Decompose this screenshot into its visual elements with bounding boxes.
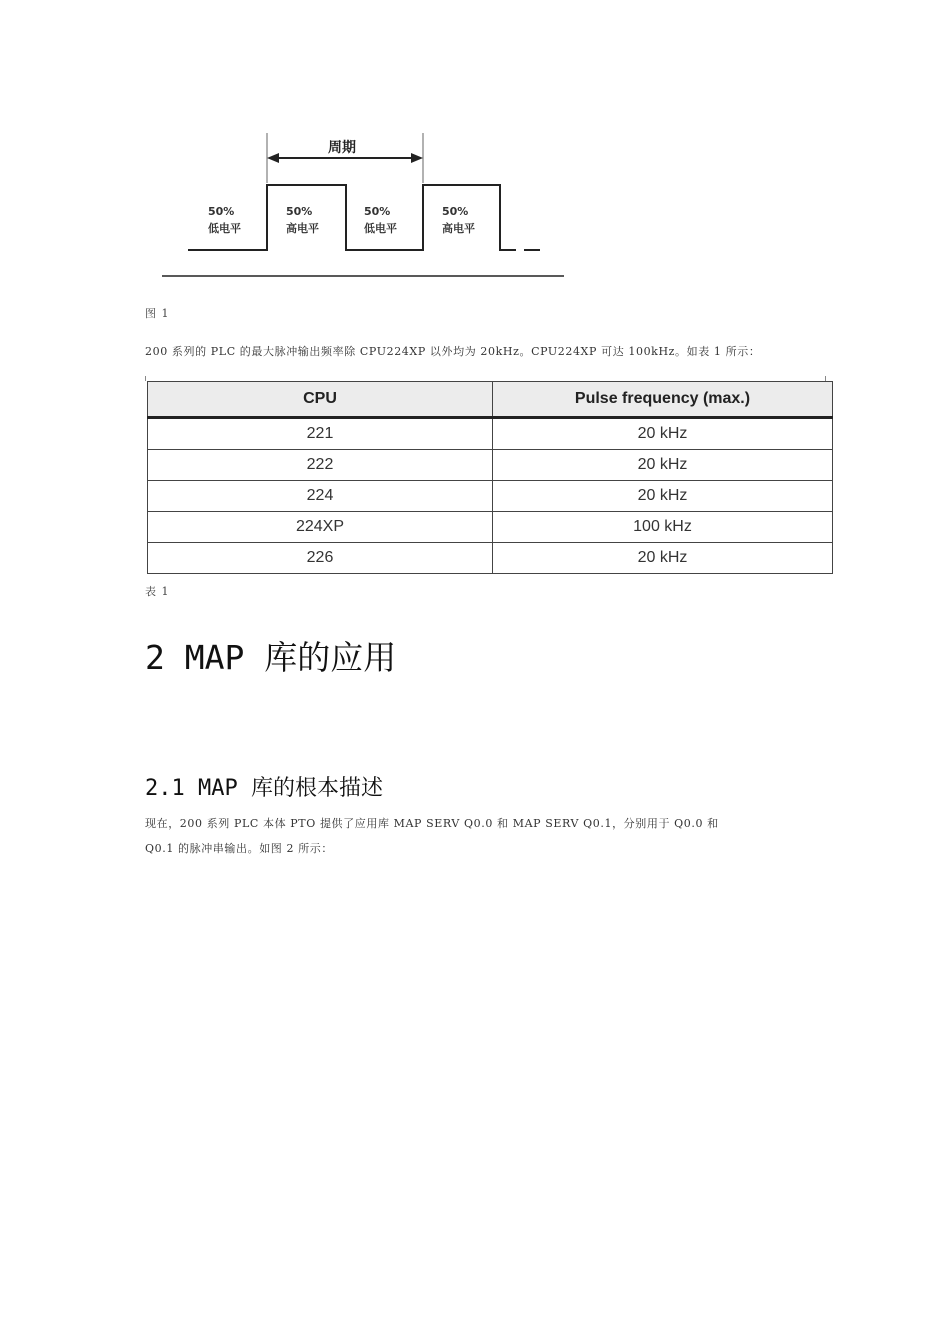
frequency-cell: 20 kHz: [493, 481, 833, 512]
segment-4-level: 高电平: [442, 222, 475, 235]
segment-2-percent: 50%: [286, 205, 313, 218]
section-heading: 2 MAP 库的应用: [145, 638, 397, 677]
arrow-head-right: [411, 153, 423, 163]
segment-3-percent: 50%: [364, 205, 391, 218]
table-corner-mark-left: [145, 376, 146, 381]
pulse-waveform-figure: [150, 128, 580, 288]
cpu-cell: 226: [148, 543, 493, 574]
segment-4-percent: 50%: [442, 205, 469, 218]
frequency-cell: 100 kHz: [493, 512, 833, 543]
cpu-cell: 224XP: [148, 512, 493, 543]
figure1-caption: 图 1: [145, 307, 170, 320]
table-row: [148, 543, 833, 574]
table-row: [148, 450, 833, 481]
frequency-cell: 20 kHz: [493, 543, 833, 574]
table-row: [148, 512, 833, 543]
table-row: [148, 418, 833, 450]
arrow-head-left: [267, 153, 279, 163]
cpu-cell: 221: [148, 418, 493, 450]
period-label: 周期: [328, 140, 356, 156]
frequency-cell: 20 kHz: [493, 418, 833, 450]
table1-caption: 表 1: [145, 585, 170, 598]
table-header-row: [148, 382, 833, 418]
segment-2-level: 高电平: [286, 222, 319, 235]
frequency-cell: 20 kHz: [493, 450, 833, 481]
body-paragraph-line-1: 现在，200 系列 PLC 本体 PTO 提供了应用库 MAP SERV Q0.0 和 MAP SERV Q0.1，分别用于 Q0.0 和: [145, 817, 719, 830]
pulse-frequency-table: [147, 381, 833, 574]
header-pulse-frequency: Pulse frequency (max.): [493, 382, 833, 418]
cpu-cell: 222: [148, 450, 493, 481]
segment-1-level: 低电平: [208, 222, 241, 235]
cpu-cell: 224: [148, 481, 493, 512]
subsection-heading: 2.1 MAP 库的根本描述: [145, 776, 383, 801]
body-paragraph-line-2: Q0.1 的脉冲串输出。如图 2 所示：: [145, 842, 333, 855]
intro-paragraph: 200 系列的 PLC 的最大脉冲输出频率除 CPU224XP 以外均为 20kHz。CPU224XP 可达 100kHz。如表 1 所示：: [145, 345, 761, 358]
header-cpu: CPU: [148, 382, 493, 418]
table-row: [148, 481, 833, 512]
segment-1-percent: 50%: [208, 205, 235, 218]
segment-3-level: 低电平: [364, 222, 397, 235]
